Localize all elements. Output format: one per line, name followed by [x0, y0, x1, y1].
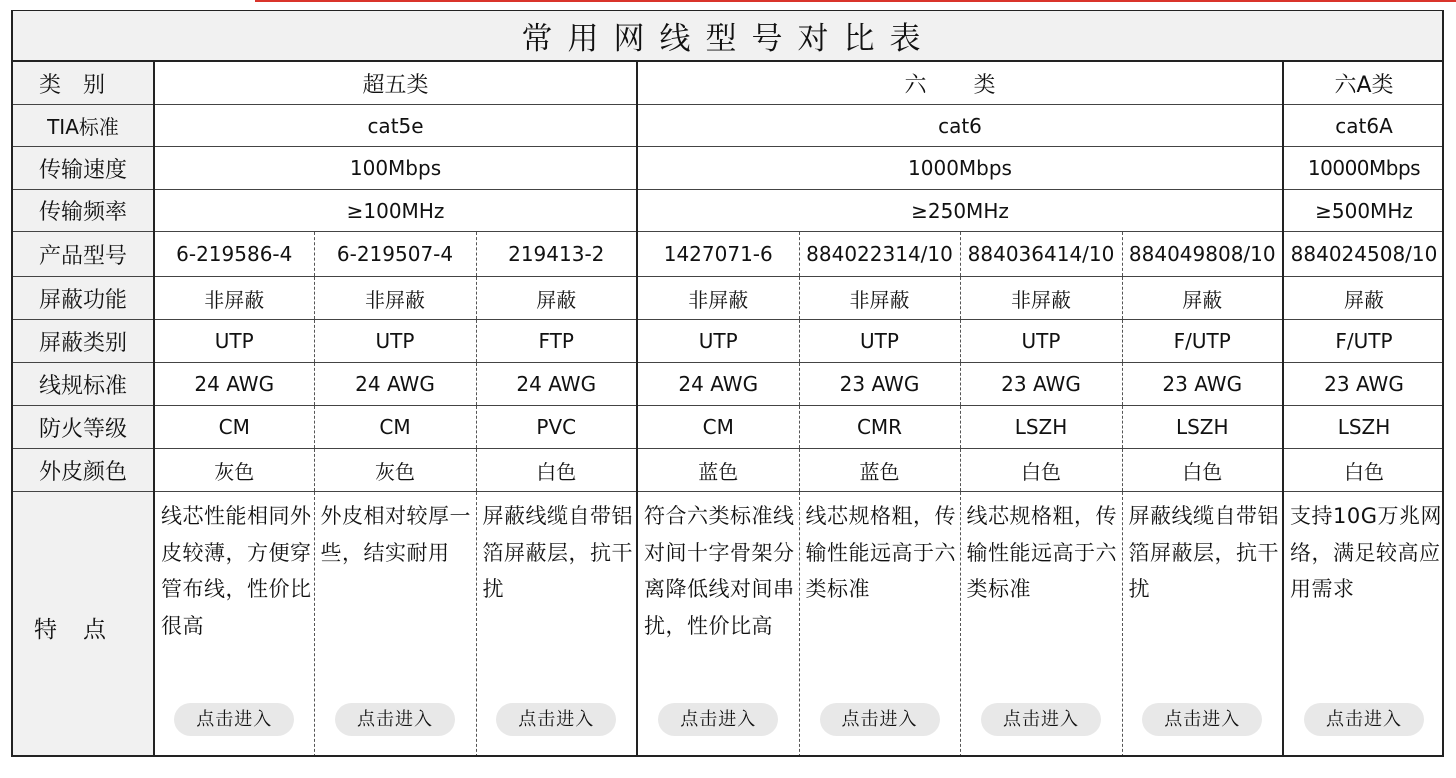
feature-cell: [1283, 492, 1444, 758]
tia-cat5e: cat5e: [154, 105, 637, 147]
feature-text: 线芯规格粗，传输性能远高于六类标准: [966, 504, 1117, 601]
frequency-label: 传输频率: [13, 190, 154, 232]
features-label: 特点: [13, 492, 154, 758]
shield-function-cell: 屏蔽: [1283, 277, 1444, 320]
feature-text: 外皮相对较厚一些，结实耐用: [320, 504, 471, 565]
speed-cat5e: 100Mbps: [154, 147, 637, 190]
top-accent-line: [255, 0, 1456, 2]
enter-button[interactable]: 点击进入: [335, 703, 455, 736]
speed-cat6: 1000Mbps: [637, 147, 1283, 190]
shield-function-cell: 非屏蔽: [314, 277, 476, 320]
feature-cell: [476, 492, 637, 758]
awg-cell: 23 AWG: [960, 363, 1122, 406]
shield-type-cell: F/UTP: [1122, 320, 1283, 363]
awg-cell: 24 AWG: [154, 363, 314, 406]
shield-type-row: [13, 320, 1444, 363]
model-label: 产品型号: [13, 232, 154, 277]
fire-rating-cell: CM: [154, 406, 314, 449]
model-cell: 884024508/10: [1283, 232, 1444, 277]
shield-function-cell: 非屏蔽: [799, 277, 960, 320]
shield-function-cell: 非屏蔽: [960, 277, 1122, 320]
model-cell: 884036414/10: [960, 232, 1122, 277]
fire-rating-cell: LSZH: [960, 406, 1122, 449]
feature-cell: [314, 492, 476, 758]
tia-cat6a: cat6A: [1283, 105, 1444, 147]
category-row: [13, 61, 1444, 105]
fire-rating-cell: CMR: [799, 406, 960, 449]
shield-function-cell: 非屏蔽: [637, 277, 799, 320]
model-row: [13, 232, 1444, 277]
shield-type-cell: FTP: [476, 320, 637, 363]
fire-rating-cell: LSZH: [1283, 406, 1444, 449]
model-cell: 6-219586-4: [154, 232, 314, 277]
model-cell: 1427071-6: [637, 232, 799, 277]
model-cell: 884049808/10: [1122, 232, 1283, 277]
feature-text: 屏蔽线缆自带铝箔屏蔽层，抗干扰: [1128, 504, 1279, 601]
category-cat6a: 六A类: [1283, 61, 1444, 105]
features-row: [13, 492, 1444, 758]
tia-cat6: cat6: [637, 105, 1283, 147]
tia-row: [13, 105, 1444, 147]
enter-button[interactable]: 点击进入: [820, 703, 940, 736]
enter-button[interactable]: 点击进入: [496, 703, 616, 736]
shield-type-label: 屏蔽类别: [13, 320, 154, 363]
feature-cell: [154, 492, 314, 758]
shield-type-cell: UTP: [314, 320, 476, 363]
jacket-color-cell: 白色: [1122, 449, 1283, 492]
feature-text: 线芯性能相同外皮较薄，方便穿管布线，性价比很高: [161, 504, 312, 638]
feature-cell: [960, 492, 1122, 758]
enter-button[interactable]: 点击进入: [1142, 703, 1262, 736]
jacket-color-row: [13, 449, 1444, 492]
jacket-color-label: 外皮颜色: [13, 449, 154, 492]
awg-row: [13, 363, 1444, 406]
jacket-color-cell: 灰色: [154, 449, 314, 492]
speed-label: 传输速度: [13, 147, 154, 190]
feature-cell: [637, 492, 799, 758]
enter-button[interactable]: 点击进入: [1304, 703, 1424, 736]
speed-cat6a: 10000Mbps: [1283, 147, 1444, 190]
fire-rating-cell: CM: [314, 406, 476, 449]
feature-text: 支持10G万兆网络，满足较高应用需求: [1290, 504, 1442, 601]
model-cell: 884022314/10: [799, 232, 960, 277]
frequency-cat6: ≥250MHz: [637, 190, 1283, 232]
enter-button[interactable]: 点击进入: [658, 703, 778, 736]
frequency-row: [13, 190, 1444, 232]
awg-cell: 23 AWG: [1283, 363, 1444, 406]
awg-cell: 23 AWG: [1122, 363, 1283, 406]
comparison-table-frame: [11, 10, 1444, 757]
model-cell: 6-219507-4: [314, 232, 476, 277]
awg-cell: 23 AWG: [799, 363, 960, 406]
category-cat6: 六 类: [637, 61, 1283, 105]
tia-label: TIA标准: [13, 105, 154, 147]
awg-cell: 24 AWG: [314, 363, 476, 406]
jacket-color-cell: 灰色: [314, 449, 476, 492]
fire-rating-cell: LSZH: [1122, 406, 1283, 449]
speed-row: [13, 147, 1444, 190]
frequency-cat6a: ≥500MHz: [1283, 190, 1444, 232]
fire-rating-label: 防火等级: [13, 406, 154, 449]
category-label: 类别: [13, 61, 154, 105]
fire-rating-cell: CM: [637, 406, 799, 449]
jacket-color-cell: 蓝色: [637, 449, 799, 492]
awg-cell: 24 AWG: [476, 363, 637, 406]
shield-function-cell: 屏蔽: [1122, 277, 1283, 320]
feature-text: 符合六类标准线对间十字骨架分离降低线对间串扰，性价比高: [644, 504, 795, 638]
awg-label: 线规标准: [13, 363, 154, 406]
table-title: 常用网线型号对比表: [13, 11, 1444, 61]
shield-type-cell: F/UTP: [1283, 320, 1444, 363]
shield-function-label: 屏蔽功能: [13, 277, 154, 320]
feature-cell: [1122, 492, 1283, 758]
model-cell: 219413-2: [476, 232, 637, 277]
shield-type-cell: UTP: [154, 320, 314, 363]
category-cat5e: 超五类: [154, 61, 637, 105]
shield-type-cell: UTP: [799, 320, 960, 363]
fire-rating-cell: PVC: [476, 406, 637, 449]
fire-rating-row: [13, 406, 1444, 449]
shield-type-cell: UTP: [637, 320, 799, 363]
feature-text: 线芯规格粗，传输性能远高于六类标准: [805, 504, 956, 601]
shield-function-row: [13, 277, 1444, 320]
shield-function-cell: 非屏蔽: [154, 277, 314, 320]
jacket-color-cell: 白色: [1283, 449, 1444, 492]
shield-type-cell: UTP: [960, 320, 1122, 363]
shield-function-cell: 屏蔽: [476, 277, 637, 320]
enter-button[interactable]: 点击进入: [981, 703, 1101, 736]
enter-button[interactable]: 点击进入: [174, 703, 294, 736]
feature-cell: [799, 492, 960, 758]
comparison-table: [13, 11, 1444, 757]
jacket-color-cell: 白色: [476, 449, 637, 492]
jacket-color-cell: 白色: [960, 449, 1122, 492]
jacket-color-cell: 蓝色: [799, 449, 960, 492]
frequency-cat5e: ≥100MHz: [154, 190, 637, 232]
awg-cell: 24 AWG: [637, 363, 799, 406]
feature-text: 屏蔽线缆自带铝箔屏蔽层，抗干扰: [482, 504, 633, 601]
